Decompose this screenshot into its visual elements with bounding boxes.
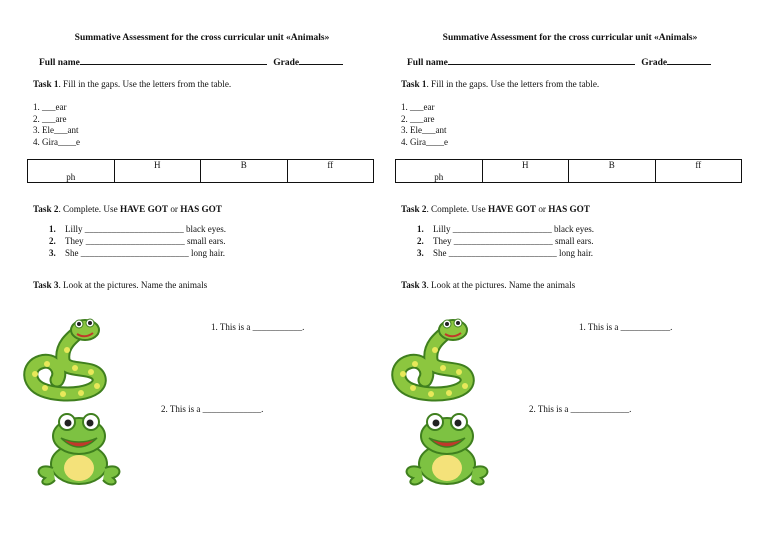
worksheet-right <box>395 0 745 543</box>
letters-cell: ph <box>396 160 483 183</box>
snake-icon <box>23 316 119 402</box>
frog-icon <box>399 412 495 488</box>
gap-item[interactable]: 1. ___ear <box>401 102 435 112</box>
task2-heading: Task 2. Complete. Use HAVE GOT or HAS GOT <box>401 204 590 214</box>
gap-item[interactable]: 4. Gira____e <box>401 136 448 147</box>
gap-item[interactable]: 1. ___ear <box>33 102 67 112</box>
letters-table <box>395 159 742 183</box>
question-1[interactable]: 1. This is a ___________. <box>579 322 673 332</box>
sentence-item[interactable]: 2. They ______________________ small ears. <box>49 236 226 246</box>
task1-heading: Task 1. Fill in the gaps. Use the letters from the table. <box>33 79 232 89</box>
letters-cell: B <box>569 160 656 183</box>
sentence-item[interactable]: 1. Lilly ______________________ black eyes. <box>49 224 226 234</box>
grade-blank[interactable] <box>667 56 711 65</box>
task2-heading: Task 2. Complete. Use HAVE GOT or HAS GOT <box>33 204 222 214</box>
full-name-label: Full name <box>39 58 80 68</box>
gap-item[interactable]: 3. Ele___ant <box>33 125 79 135</box>
task1-gap-list <box>33 102 80 148</box>
letters-table <box>27 159 374 183</box>
sentence-item[interactable]: 2. They ______________________ small ears. <box>417 236 594 246</box>
full-name-label: Full name <box>407 58 448 68</box>
worksheet-title: Summative Assessment for the cross curricular unit «Animals» <box>74 33 330 43</box>
question-1[interactable]: 1. This is a ___________. <box>211 322 305 332</box>
grade-blank[interactable] <box>299 56 343 65</box>
snake-icon <box>391 316 487 402</box>
letters-cell: H <box>114 160 201 183</box>
gap-item[interactable]: 3. Ele___ant <box>401 125 447 135</box>
task2-sentences <box>49 223 226 259</box>
gap-item[interactable]: 2. ___are <box>33 113 67 124</box>
name-grade-line <box>39 56 343 68</box>
frog-icon <box>31 412 127 488</box>
letters-cell: ph <box>28 160 115 183</box>
task2-sentences <box>417 223 594 259</box>
letters-cell: B <box>201 160 288 183</box>
name-grade-line <box>407 56 711 68</box>
task3-heading: Task 3. Look at the pictures. Name the animals <box>33 280 208 290</box>
question-2[interactable]: 2. This is a _____________. <box>529 404 632 414</box>
question-2[interactable]: 2. This is a _____________. <box>161 404 264 414</box>
task1-gap-list <box>401 102 448 148</box>
sentence-item[interactable]: 3. She ________________________ long hair. <box>49 248 225 258</box>
letters-cell: H <box>482 160 569 183</box>
letters-cell: ff <box>287 160 374 183</box>
sentence-item[interactable]: 3. She ________________________ long hair. <box>417 248 593 258</box>
full-name-blank[interactable] <box>80 56 267 65</box>
worksheet-left <box>27 0 377 543</box>
letters-cell: ff <box>655 160 742 183</box>
sentence-item[interactable]: 1. Lilly ______________________ black eyes. <box>417 224 594 234</box>
task3-heading: Task 3. Look at the pictures. Name the animals <box>401 280 576 290</box>
worksheet-title: Summative Assessment for the cross curricular unit «Animals» <box>442 33 698 43</box>
grade-label: Grade <box>641 58 668 68</box>
task1-heading: Task 1. Fill in the gaps. Use the letters from the table. <box>401 79 600 89</box>
gap-item[interactable]: 4. Gira____e <box>33 136 80 147</box>
full-name-blank[interactable] <box>448 56 635 65</box>
grade-label: Grade <box>273 58 300 68</box>
gap-item[interactable]: 2. ___are <box>401 113 435 124</box>
